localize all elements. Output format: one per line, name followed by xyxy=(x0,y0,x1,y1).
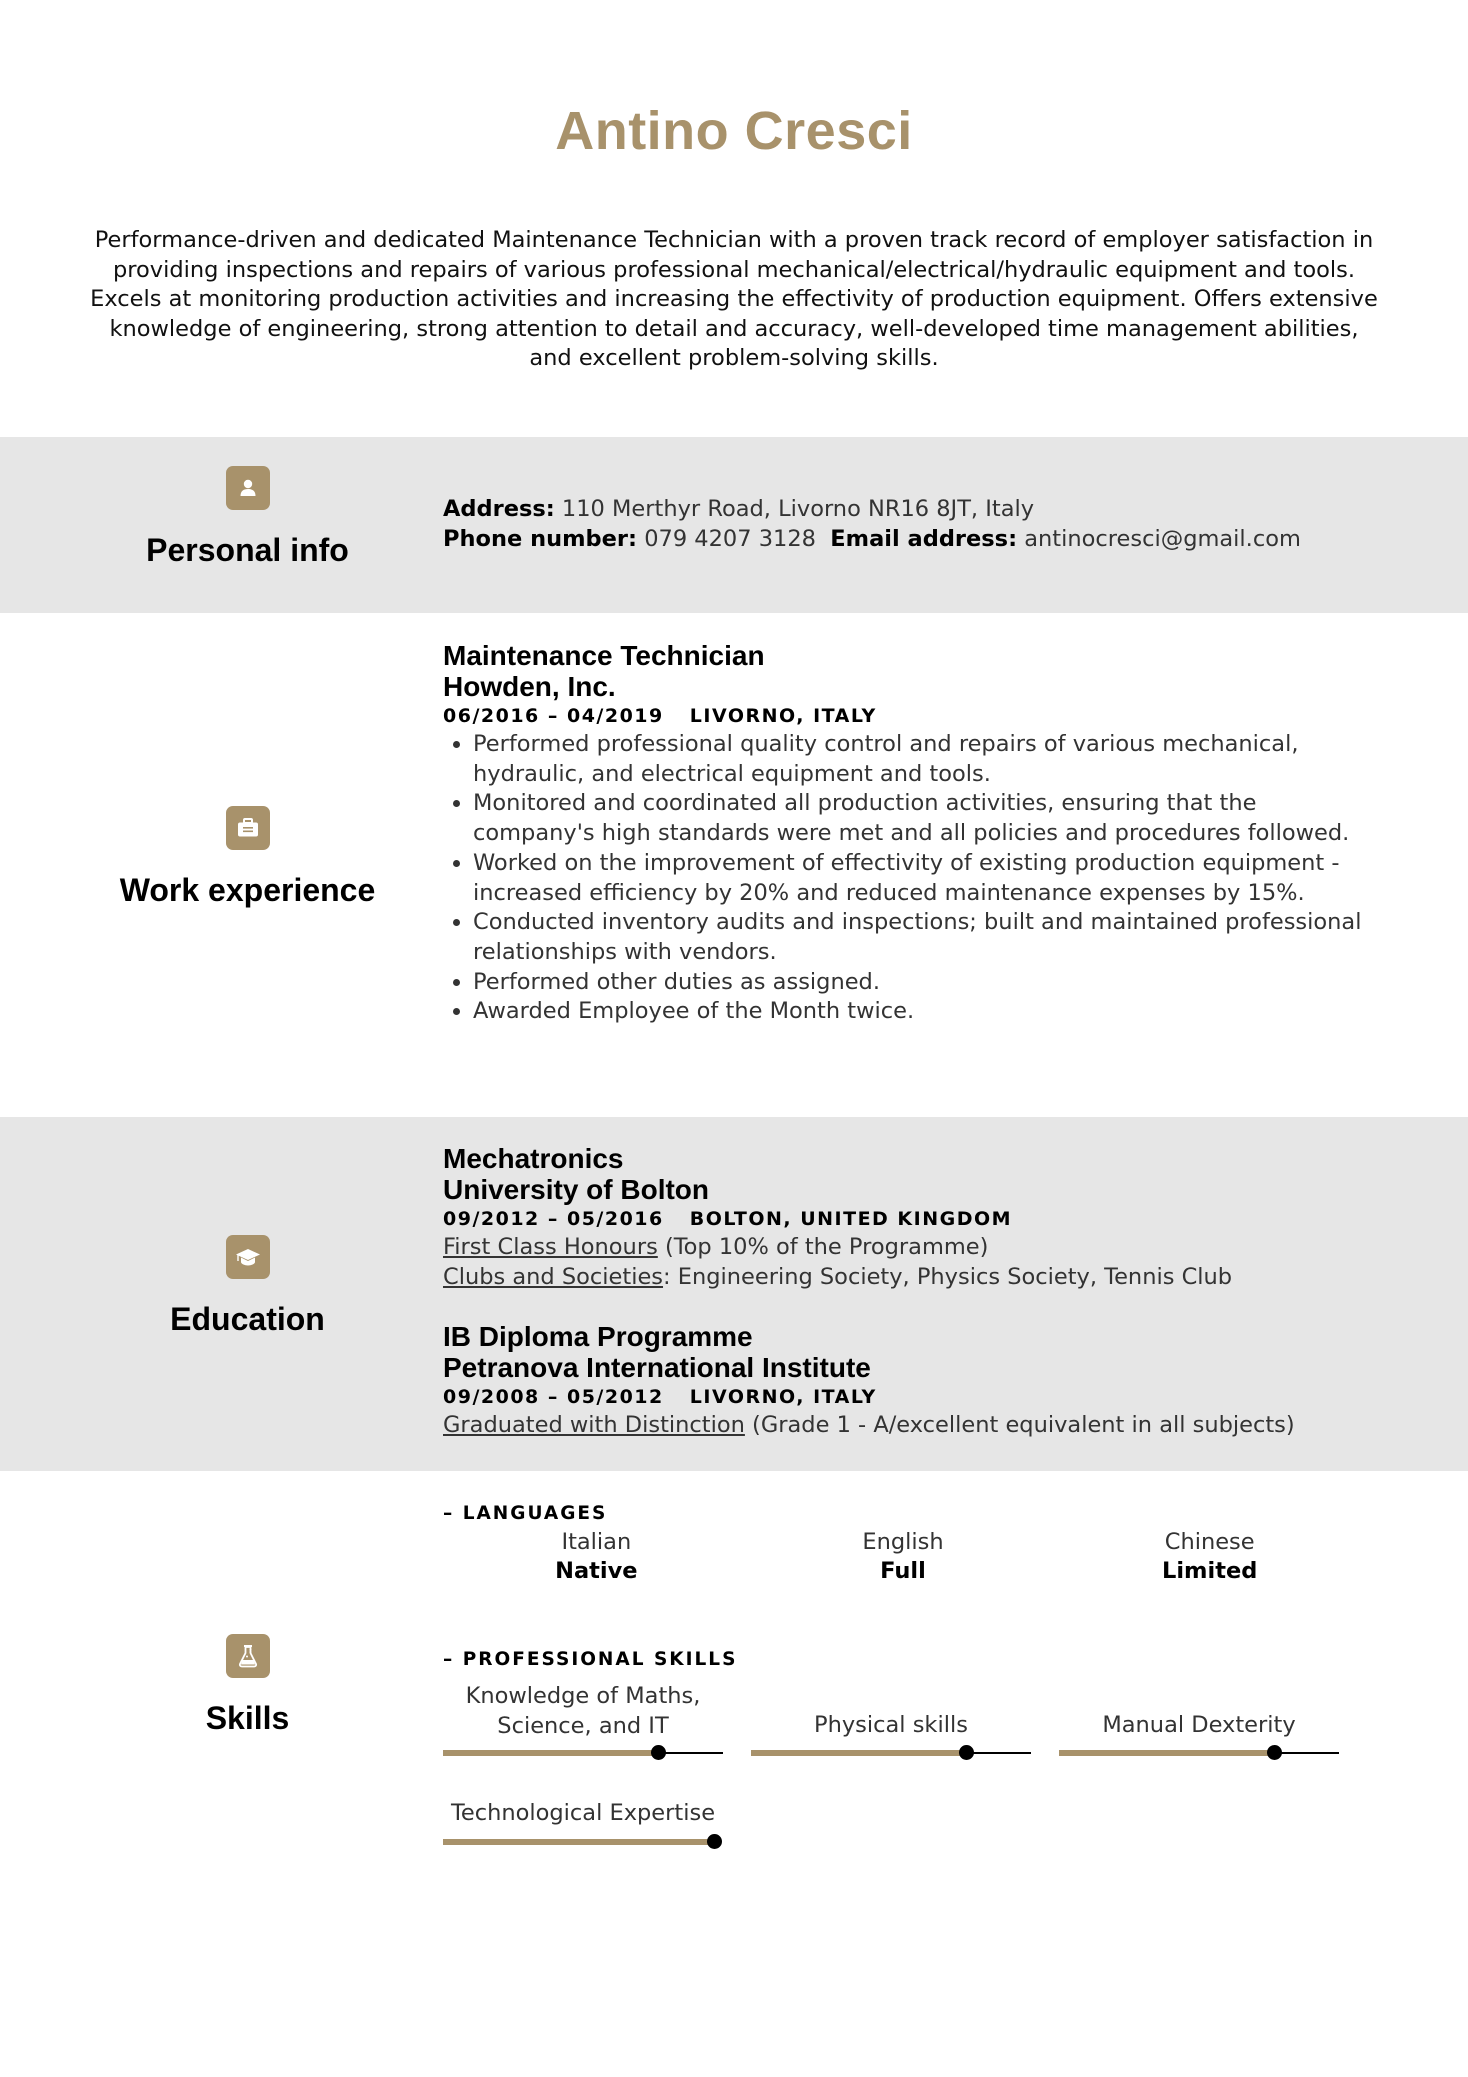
skill-name-line: Knowledge of Maths, xyxy=(465,1683,701,1709)
phone-label: Phone number: xyxy=(443,526,638,552)
detail-text: : Engineering Society, Physics Society, Tennis Club xyxy=(663,1263,1233,1290)
bullet-item: • Conducted inventory audits and inspections; built and maintained professional relationships with vendors. xyxy=(473,908,1363,967)
job-location: LIVORNO, ITALY xyxy=(689,705,877,727)
personal-info-content xyxy=(443,494,1363,554)
language-name: Italian xyxy=(561,1529,632,1555)
education-location: LIVORNO, ITALY xyxy=(689,1386,877,1408)
contact-line xyxy=(443,524,1363,554)
work-experience-side xyxy=(60,806,435,909)
section-title: Skills xyxy=(205,1700,290,1736)
job-entry xyxy=(443,640,1363,1027)
education-entry xyxy=(443,1143,1363,1292)
detail-text: (Top 10% of the Programme) xyxy=(657,1234,989,1260)
graduation-cap-icon xyxy=(226,1235,270,1279)
languages-block xyxy=(443,1503,1363,1586)
education-section xyxy=(0,1117,1468,1471)
job-dates: 06/2016 – 04/2019 xyxy=(443,705,664,727)
address-line xyxy=(443,494,1363,524)
language-name: English xyxy=(862,1529,944,1555)
language-level: Native xyxy=(555,1558,638,1584)
section-title: Personal info xyxy=(146,532,349,568)
bullet-item: • Performed professional quality control and repairs of various mechanical, hydraulic, and electrical equipment and tools. xyxy=(473,730,1363,789)
job-meta xyxy=(443,702,1363,730)
skill-name-line: Science, and IT xyxy=(497,1712,669,1739)
briefcase-icon xyxy=(226,806,270,850)
skills-section xyxy=(0,1471,1468,1891)
job-company: Howden, Inc. xyxy=(443,671,616,702)
address-value: 110 Merthyr Road, Livorno NR16 8JT, Italy xyxy=(561,496,1035,522)
skill-name-line: Manual Dexterity xyxy=(1102,1712,1296,1738)
skill-label xyxy=(751,1711,1031,1741)
job-bullets xyxy=(443,730,1363,1027)
skill-bar xyxy=(443,1839,715,1845)
education-dates: 09/2008 – 05/2012 xyxy=(443,1386,664,1408)
skill-label xyxy=(443,1799,723,1829)
email-value[interactable]: antinocresci@gmail.com xyxy=(1024,526,1301,552)
degree-name: Mechatronics xyxy=(443,1143,624,1174)
skill-bar-fill xyxy=(1059,1750,1275,1756)
personal-info-side xyxy=(60,466,435,569)
professional-skills-block xyxy=(443,1649,1363,1889)
school-name: Petranova International Institute xyxy=(443,1352,871,1383)
section-title: Education xyxy=(170,1301,325,1337)
work-experience-section xyxy=(0,613,1468,1117)
language-level: Limited xyxy=(1162,1558,1258,1584)
language-item xyxy=(443,1528,750,1586)
bullet-item: • Worked on the improvement of effectivity of existing production equipment - increased efficiency by 20% and reduced maintenance expenses by 15%. xyxy=(473,849,1363,908)
bullet-item: • Monitored and coordinated all production activities, ensuring that the company's high standards were met and all policies and procedures followed. xyxy=(473,789,1363,848)
education-meta xyxy=(443,1383,1363,1411)
skill-bar xyxy=(443,1750,723,1756)
language-name: Chinese xyxy=(1164,1529,1255,1555)
person-icon xyxy=(226,466,270,510)
school-name: University of Bolton xyxy=(443,1174,710,1205)
detail-highlight: Clubs and Societies xyxy=(443,1263,664,1290)
education-side xyxy=(60,1235,435,1338)
skill-label xyxy=(1059,1711,1339,1741)
language-level: Full xyxy=(880,1558,926,1584)
detail-text: (Grade 1 - A/excellent equivalent in all subjects) xyxy=(744,1412,1295,1438)
skill-bar-fill xyxy=(443,1839,715,1845)
job-position: Maintenance Technician xyxy=(443,640,765,671)
education-meta xyxy=(443,1205,1363,1233)
education-detail xyxy=(443,1411,1363,1441)
education-location: BOLTON, UNITED KINGDOM xyxy=(689,1208,1013,1230)
skill-bar xyxy=(751,1750,1031,1756)
education-detail xyxy=(443,1263,1363,1293)
education-entry xyxy=(443,1321,1363,1441)
candidate-name: Antino Cresci xyxy=(555,101,913,161)
skill-bar-knob xyxy=(1267,1745,1282,1760)
flask-icon xyxy=(226,1634,270,1678)
phone-value: 079 4207 3128 xyxy=(644,526,816,552)
professional-skills-heading: – PROFESSIONAL SKILLS xyxy=(443,1649,738,1670)
bullet-item: • Awarded Employee of the Month twice. xyxy=(473,997,1363,1027)
skill-bar-fill xyxy=(443,1750,659,1756)
languages-heading: – LANGUAGES xyxy=(443,1503,608,1524)
personal-info-section xyxy=(0,437,1468,613)
detail-highlight: First Class Honours xyxy=(443,1234,658,1260)
degree-name: IB Diploma Programme xyxy=(443,1321,753,1352)
skill-name-line: Technological Expertise xyxy=(450,1800,716,1826)
skill-bar xyxy=(1059,1750,1339,1756)
skill-bar-fill xyxy=(751,1750,967,1756)
summary-paragraph: Performance-driven and dedicated Maintenance Technician with a proven track record of employer satisfaction in providing inspections and repairs of various professional mechanical/electrical/hydraulic equipment and tools. Excels at monitoring production activities and increasing the effectivity of production equipment. Offers extensive knowledge of engineering, strong attention to detail and accuracy, well-developed time management abilities, and excellent problem-solving skills. xyxy=(90,227,1378,371)
education-detail xyxy=(443,1233,1363,1263)
skill-bar-knob xyxy=(651,1745,666,1760)
email-label: Email address: xyxy=(830,526,1018,552)
education-dates: 09/2012 – 05/2016 xyxy=(443,1208,664,1230)
skills-side xyxy=(60,1634,435,1737)
languages-row xyxy=(443,1528,1363,1586)
skill-bar-knob xyxy=(959,1745,974,1760)
skill-name-line: Physical skills xyxy=(814,1712,968,1738)
section-title: Work experience xyxy=(119,872,376,908)
bullet-item: • Performed other duties as assigned. xyxy=(473,968,1363,998)
skill-bar-knob xyxy=(707,1834,722,1849)
language-item xyxy=(1056,1528,1363,1586)
skill-label xyxy=(443,1682,723,1741)
language-item xyxy=(750,1528,1057,1586)
address-label: Address: xyxy=(443,496,555,522)
detail-highlight: Graduated with Distinction xyxy=(443,1412,745,1438)
